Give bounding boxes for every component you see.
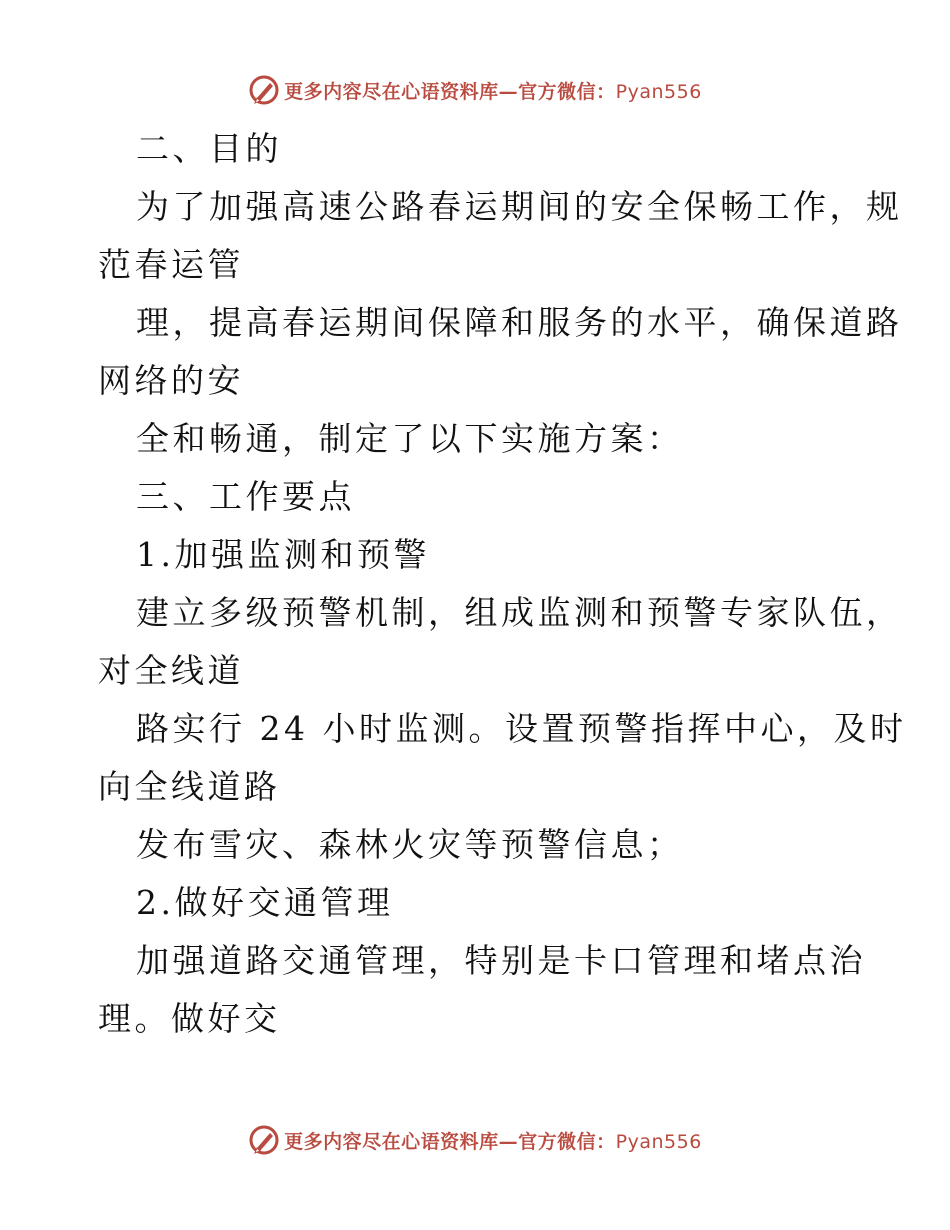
paragraph-line: 为了加强高速公路春运期间的安全保畅工作，规 <box>136 187 903 226</box>
pen-logo-icon <box>248 1124 280 1156</box>
subheading-monitoring: 1.加强监测和预警 <box>136 535 430 574</box>
paragraph-line: 建立多级预警机制，组成监测和预警专家队伍， <box>136 593 903 632</box>
paragraph-line: 理，提高春运期间保障和服务的水平，确保道路 <box>136 303 903 342</box>
banner-label: 更多内容尽在心语资料库—官方微信： <box>284 1130 616 1153</box>
paragraph-line: 范春运管 <box>98 245 244 284</box>
paragraph-line: 路实行 24 小时监测。设置预警指挥中心，及时 <box>136 709 907 748</box>
banner-text <box>284 1127 702 1154</box>
subheading-traffic: 2.做好交通管理 <box>136 883 394 922</box>
banner-text <box>284 77 702 104</box>
heading-purpose: 二、目的 <box>136 129 282 168</box>
heading-key-points: 三、工作要点 <box>136 477 355 516</box>
banner-label: 更多内容尽在心语资料库—官方微信： <box>284 80 616 103</box>
wechat-id: Pyan556 <box>615 1130 702 1153</box>
paragraph-line: 加强道路交通管理，特别是卡口管理和堵点治 <box>136 941 866 980</box>
paragraph-line: 全和畅通，制定了以下实施方案： <box>136 419 684 458</box>
paragraph-line: 发布雪灾、森林火灾等预警信息； <box>136 825 684 864</box>
paragraph-line: 向全线道路 <box>98 767 281 806</box>
wechat-id: Pyan556 <box>615 80 702 103</box>
pen-logo-icon <box>248 74 280 106</box>
header-banner <box>0 70 950 110</box>
footer-banner <box>0 1120 950 1160</box>
paragraph-line: 对全线道 <box>98 651 244 690</box>
paragraph-line: 网络的安 <box>98 361 244 400</box>
paragraph-line: 理。做好交 <box>98 999 281 1038</box>
document-content <box>98 120 907 1048</box>
